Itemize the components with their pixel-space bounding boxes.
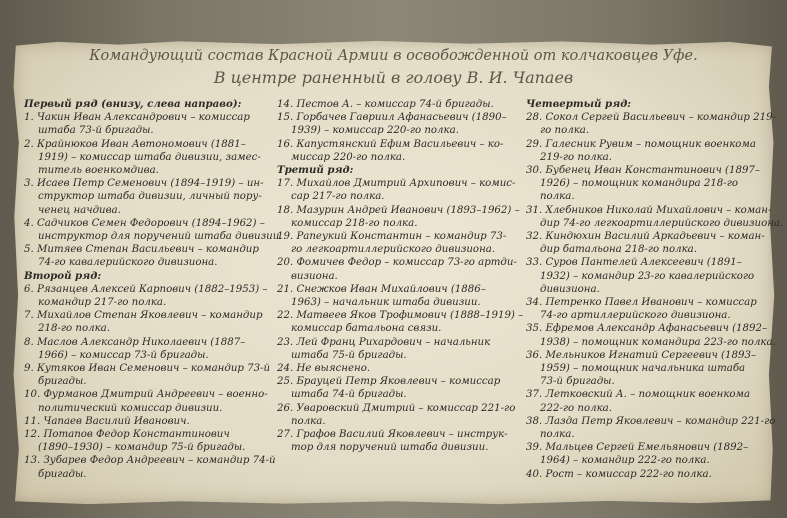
caption-line-2: В центре раненный в голову В. И. Чапаев	[213, 68, 574, 87]
legend-column-3	[526, 98, 784, 481]
row-group-heading: Второй ряд:	[24, 269, 102, 282]
legend-line: 1964) – командир 222-го полка.	[540, 455, 710, 467]
legend-line: 30. Бубенец Иван Константинович (1897–	[526, 165, 761, 177]
row-group-heading: Первый ряд (внизу, слева направо):	[24, 98, 242, 110]
legend-line: штаба 73-й бригады.	[38, 125, 154, 137]
legend-line: 73-й бригады.	[540, 376, 615, 388]
legend-line: 36. Мельников Игнатий Сергеевич (1893–	[526, 349, 757, 361]
legend-line: 222-го полка.	[540, 402, 612, 414]
legend-line: полка.	[540, 191, 575, 203]
legend-line: 5. Митяев Степан Васильевич – командир	[24, 244, 259, 256]
legend-line: тор для поручений штаба дивизии.	[291, 442, 489, 454]
legend-line: сар 217-го полка.	[291, 191, 385, 203]
legend-line: 20. Фомичев Федор – комиссар 73-го артди-	[277, 257, 517, 269]
legend-line: штаба 75-й бригады.	[291, 349, 407, 361]
legend-line: 15. Горбачев Гавриил Афанасьевич (1890–	[277, 112, 507, 124]
legend-line: 13. Зубарев Федор Андреевич – командир 74-й	[24, 455, 276, 467]
legend-line: 74-го кавалерийского дивизиона.	[38, 257, 218, 269]
legend-line: 25. Брауцей Петр Яковлевич – комиссар	[277, 376, 501, 388]
legend-line: структор штаба дивизии, личный пору-	[38, 191, 262, 203]
legend-line: 16. Капустянский Ефим Васильевич – ко-	[277, 138, 504, 150]
legend-line: 35. Ефремов Александр Афанасьевич (1892–	[526, 323, 768, 335]
caption-line-1: Командующий состав Красной Армии в освобожденной от колчаковцев Уфе.	[89, 48, 698, 64]
legend-line: 24. Не выяснено.	[277, 363, 371, 375]
legend-line: 4. Садчиков Семен Федорович (1894–1962) –	[24, 217, 265, 229]
legend-line: го легкоартиллерийского дивизиона.	[291, 244, 496, 256]
legend-line: 1939) – комиссар 220-го полка.	[291, 125, 459, 137]
legend-line: 37. Летковский А. – помощник военкома	[526, 389, 751, 401]
legend-line: 1963) – начальник штаба дивизии.	[291, 297, 481, 309]
legend-line: бригады.	[38, 468, 87, 480]
legend-line: визиона.	[291, 270, 338, 282]
legend-line: 74-го артиллерийского дивизиона.	[540, 310, 731, 322]
legend-line: 3. Исаев Петр Семенович (1894–1919) – ин-	[24, 178, 264, 190]
legend-line: 1966) – комиссар 73-й бригады.	[38, 349, 209, 361]
legend-line: 19. Рапеукий Константин – командир 73-	[277, 231, 507, 243]
legend-line: бригады.	[38, 376, 87, 388]
legend-line: 22. Матвеев Яков Трофимович (1888–1919) –	[277, 310, 524, 322]
legend-line: ченец начдива.	[38, 204, 121, 216]
legend-line: 23. Лей Франц Рихардович – начальник	[277, 336, 491, 348]
legend-line: полка.	[540, 429, 575, 441]
legend-line: 14. Пестов А. – комиссар 74-й бригады.	[277, 99, 494, 110]
legend-line: 31. Хлебников Николай Михайлович – коман-	[526, 204, 772, 216]
legend-line: 1926) – помощник командира 218-го	[540, 178, 739, 190]
legend-line: 27. Графов Василий Яковлевич – инструк-	[277, 429, 508, 441]
legend-line: 1. Чакин Иван Александрович – комиссар	[24, 112, 250, 124]
legend-line: титель военкомдива.	[38, 165, 159, 177]
legend-line: 1938) – помощник командира 223-го полка.	[540, 336, 776, 348]
legend-line: 38. Лазда Петр Яковлевич – командир 221-го	[526, 415, 776, 427]
legend-line: 17. Михайлов Дмитрий Архипович – комис-	[277, 178, 516, 190]
row-group-heading: Третий ряд:	[277, 164, 354, 177]
legend-line: дир батальона 218-го полка.	[540, 244, 697, 256]
legend-line: командир 217-го полка.	[38, 297, 167, 309]
legend-line: политический комиссар дивизии.	[38, 402, 223, 414]
legend-line: 21. Снежков Иван Михайлович (1886–	[277, 283, 486, 295]
legend-line: 32. Киндюхин Василий Аркадьевич – коман-	[526, 231, 765, 243]
legend-line: 34. Петренко Павел Иванович – комиссар	[526, 297, 757, 309]
legend-line: комиссар батальона связи.	[291, 323, 442, 335]
legend-line: 29. Галесник Рувим – помощник военкома	[526, 138, 756, 150]
legend-column-2	[277, 98, 524, 454]
legend-line: 18. Мазурин Андрей Иванович (1893–1962) –	[277, 204, 520, 216]
legend-line: 2. Крайнюков Иван Автономович (1881–	[24, 138, 246, 150]
legend-line: 219-го полка.	[540, 151, 612, 163]
legend-line: 1919) – комиссар штаба дивизии, замес-	[38, 151, 261, 163]
legend-line: 26. Уваровский Дмитрий – комиссар 221-го	[277, 402, 516, 414]
legend-line: 6. Рязанцев Алексей Карпович (1882–1953) –	[24, 283, 268, 295]
legend-line: 39. Мальцев Сергей Емельянович (1892–	[526, 442, 749, 454]
row-group-heading: Четвертый ряд:	[526, 98, 632, 110]
legend-line: полка.	[291, 415, 326, 427]
legend-line: штаба 74-й бригады.	[291, 389, 407, 401]
legend-line: го полка.	[540, 125, 590, 137]
legend-line: 40. Рост – комиссар 222-го полка.	[526, 468, 712, 480]
legend-line: дир 74-го легкоартиллерийского дивизиона.	[540, 217, 784, 229]
legend-line: комиссар 218-го полка.	[291, 217, 418, 229]
legend-line: (1890–1930) – командир 75-й бригады.	[38, 442, 246, 454]
legend-line: 8. Маслов Александр Николаевич (1887–	[24, 336, 246, 348]
legend-line: 218-го полка.	[38, 323, 110, 335]
legend-line: 33. Суров Пантелей Алексеевич (1891–	[526, 257, 742, 269]
legend-column-1	[24, 98, 283, 481]
legend-line: дивизиона.	[540, 283, 600, 295]
legend-line: 1932) – командир 23-го кавалерийского	[540, 270, 755, 282]
legend-line: миссар 220-го полка.	[291, 151, 406, 163]
legend-line: 10. Фурманов Дмитрий Андреевич – военно-	[24, 389, 268, 401]
legend-line: инструктор для поручений штаба дивизии.	[38, 231, 283, 243]
legend-line: 12. Потапов Федор Константинович	[24, 429, 230, 441]
legend-line: 9. Кутяков Иван Семенович – командир 73-й	[24, 363, 271, 375]
legend-line: 11. Чапаев Василий Иванович.	[24, 415, 190, 427]
legend-line: 7. Михайлов Степан Яковлевич – командир	[24, 310, 263, 322]
legend-line: 28. Сокол Сергей Васильевич – командир 219-	[526, 112, 777, 124]
legend-line: 1959) – помощник начальника штаба	[540, 363, 746, 375]
photo-caption	[40, 46, 747, 88]
